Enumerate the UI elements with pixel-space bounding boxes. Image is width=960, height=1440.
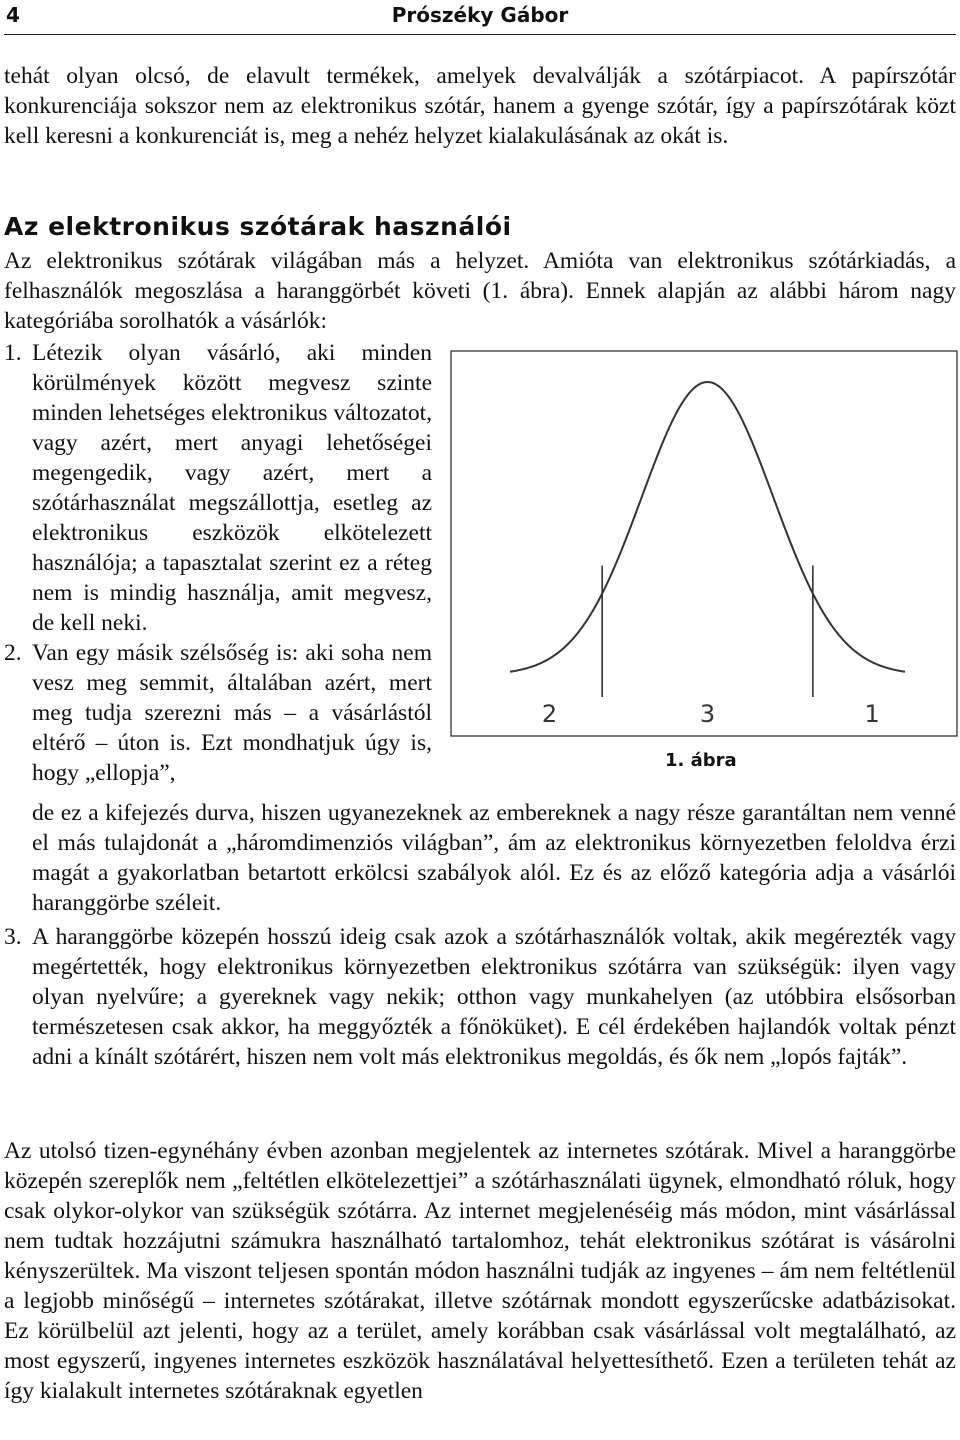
page-number: 4: [6, 3, 20, 27]
section-lead-paragraph: [4, 246, 956, 336]
figure-frame: [451, 351, 957, 736]
category-list-lower: [4, 798, 956, 1072]
list-item-text: Van egy másik szélsőség is: aki soha nem vesz meg semmit, általában azért, mert meg tudja szerezni más – a vásárlástól eltérő – úton is. Ezt mondhatjuk úgy is, hogy „ellopja”,: [32, 640, 432, 786]
list-item-number: 1.: [4, 340, 22, 366]
figure-caption: 1. ábra: [665, 750, 737, 771]
intro-paragraph: [4, 61, 956, 151]
list-item-text: de ez a kifejezés durva, hiszen ugyanezeknek az embereknek a nagy része garantáltan nem venné el más tulajdonát a „háromdimenziós világban”, ám az elektronikus környezetben feloldva érzi magát a gyakorlatban betartott erkölcsi szabályok alól. Ez és az előző kategória adja a vásárlói haranggörbe széleit.: [32, 800, 956, 916]
list-item: [4, 638, 432, 788]
bell-curve-chart: [450, 350, 960, 740]
region-label: 1: [864, 700, 880, 728]
list-item-text: Létezik olyan vásárló, aki minden körülmények között megvesz szinte minden lehetséges elektronikus változatot, vagy azért, mert anyagi lehetőségei megengedik, vagy azért, mert a szótárhasználat megszállottja, esetleg az elektronikus eszközök elkötelezett használója; a tapasztalat szerint ez a réteg nem is mindig használja, amit megvesz, de kell neki.: [32, 340, 432, 636]
intro-text: tehát olyan olcsó, de elavult termékek, amelyek devalválják a szótárpiacot. A papírszótár konkurenciája sokszor nem az elektronikus szótár, hanem a gyenge szótár, így a papírszótárak közt kell keresni a konkurenciát is, meg a nehéz helyzet kialakulásának az okát is.: [4, 63, 956, 149]
list-item-text: A haranggörbe közepén hosszú ideig csak azok a szótárhasználók voltak, akik megérezték vagy megértették, hogy elektronikus környezetben elektronikus szótárra van szükségük: ilyen vagy olyan nyelvűre; a gyereknek vagy nekik; otthon vagy munkahelyen (az utóbbira elsősorban természetesen csak akkor, ha meggyőzték a főnöküket). E cél érdekében hajlandók voltak pénzt adni a kínált szótárért, hiszen nem volt más elektronikus megoldás, és ők nem „lopós fajták”.: [32, 924, 956, 1070]
closing-paragraph: [4, 1136, 956, 1406]
list-item-number: 2.: [4, 640, 22, 666]
region-label: 2: [541, 700, 558, 728]
page-header: [4, 0, 956, 35]
list-item-number: 3.: [4, 924, 22, 950]
running-head-author: Prószéky Gábor: [391, 3, 569, 27]
bell-curve-figure: [450, 350, 960, 790]
bell-curve-line: [510, 382, 905, 672]
list-item-continuation: [4, 798, 956, 918]
section-lead-text: Az elektronikus szótárak világában más a helyzet. Amióta van elektronikus szótárkiadás, a felhasználók megoszlása a haranggörbét követi (1. ábra). Ennek alapján az alábbi három nagy kategóriába sorolhatók a vásárlók:: [4, 248, 956, 334]
category-list-upper: [4, 338, 432, 788]
closing-text: Az utolsó tizen-egynéhány évben azonban megjelentek az internetes szótárak. Mivel a haranggörbe közepén szereplők nem „feltétlen elkötelezettjei” a szótárhasználati ügynek, elmondható róluk, hogy csak olykor-olykor van szükségük szótárra. Az internet megjelenéséig más módon, mint vásárlással nem tudtak hozzájutni számukra használható tartalomhoz, tehát elektronikus szótárat is vásárolni kényszerültek. Ma viszont teljesen spontán módon használni tudják az ingyenes – ám nem feltétlenül a legjobb minőségű – internetes szótárakat, illetve szótárnak mondott egyszerűcske adatbázisokat. Ez körülbelül azt jelenti, hogy az a terület, amely korábban csak vásárlással volt megtalálható, az most egyszerű, ingyenes internetes eszközök használatával helyettesíthető. Ezen a területen tehát az így kialakult internetes szótáraknak egyetlen: [4, 1138, 956, 1404]
section-heading: Az elektronikus szótárak használói: [4, 212, 512, 241]
region-label: 3: [699, 700, 716, 728]
list-item: [4, 338, 432, 638]
list-item: [4, 922, 956, 1072]
